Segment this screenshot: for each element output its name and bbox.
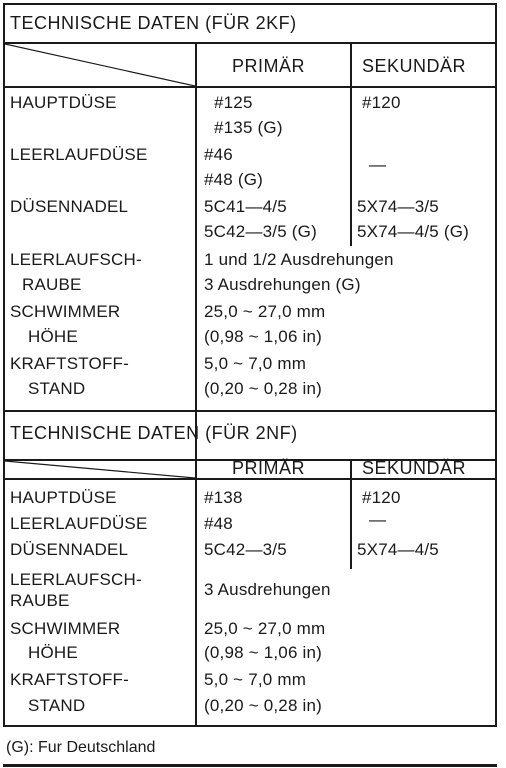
cell-primary-g: #48 (G) — [204, 170, 264, 189]
row-label-schwimmer-2: HÖHE — [28, 643, 78, 662]
row-label-leerlaufschraube-2: RAUBE — [22, 275, 82, 294]
cell-secondary: 5X74—3/5 — [357, 197, 439, 216]
cell-value-2: (0,98 ~ 1,06 in) — [204, 643, 323, 662]
row-label-duesennadel: DÜSENNADEL — [10, 540, 129, 559]
row-label-leerlaufduese: LEERLAUFDÜSE — [10, 514, 148, 533]
footnote: (G): Fur Deutschland — [6, 739, 156, 756]
row-label-kraftstoff: KRAFTSTOFF- — [10, 354, 129, 373]
cell-value: 5,0 ~ 7,0 mm — [204, 670, 307, 689]
cell-primary: 5C42—3/5 — [204, 540, 287, 559]
table-title-2nf: TECHNISCHE DATEN (FÜR 2NF) — [10, 423, 298, 443]
row-label-hauptduese: HAUPTDÜSE — [10, 488, 117, 507]
row-label-kraftstoff: KRAFTSTOFF- — [10, 670, 129, 689]
cell-primary: 5C41—4/5 — [204, 197, 287, 216]
column-header-primary: PRIMÄR — [232, 56, 306, 76]
cell-secondary: 5X74—4/5 — [357, 540, 439, 559]
cell-value-2: (0,20 ~ 0,28 in) — [204, 379, 323, 398]
cell-primary-g: #135 (G) — [214, 118, 283, 137]
cell-primary: #46 — [204, 145, 233, 164]
header-diagonal — [5, 44, 195, 86]
row-label-duesennadel: DÜSENNADEL — [10, 197, 129, 216]
cell-value-g: 3 Ausdrehungen (G) — [204, 275, 361, 294]
cell-secondary: #120 — [362, 488, 401, 507]
cell-value: 25,0 ~ 27,0 mm — [204, 619, 326, 638]
column-header-primary: PRIMÄR — [232, 458, 306, 478]
cell-primary: #48 — [204, 514, 233, 533]
cell-primary: #125 — [214, 93, 253, 112]
cell-secondary-g: 5X74—4/5 (G) — [357, 222, 470, 241]
row-label-kraftstoff-2: STAND — [28, 696, 86, 715]
row-label-leerlaufduese: LEERLAUFDÜSE — [10, 145, 148, 164]
cell-secondary: — — [369, 155, 387, 174]
cell-value: 3 Ausdrehungen — [204, 580, 331, 599]
next-table-edge — [3, 764, 497, 767]
row-label-schwimmer: SCHWIMMER — [10, 302, 121, 321]
cell-primary: #138 — [204, 488, 243, 507]
row-label-leerlaufschraube: LEERLAUFSCH- — [10, 570, 142, 589]
cell-value: 25,0 ~ 27,0 mm — [204, 302, 326, 321]
cell-value-2: (0,98 ~ 1,06 in) — [204, 327, 323, 346]
row-label-hauptduese: HAUPTDÜSE — [10, 93, 117, 112]
row-label-schwimmer-2: HÖHE — [28, 327, 78, 346]
column-header-secondary: SEKUNDÄR — [362, 56, 467, 76]
cell-secondary: — — [369, 510, 387, 529]
cell-value: 5,0 ~ 7,0 mm — [204, 354, 307, 373]
cell-primary-g: 5C42—3/5 (G) — [204, 222, 317, 241]
row-label-leerlaufschraube: LEERLAUFSCH- — [10, 250, 142, 269]
cell-value-2: (0,20 ~ 0,28 in) — [204, 696, 323, 715]
column-header-secondary: SEKUNDÄR — [362, 458, 467, 478]
table-title: TECHNISCHE DATEN (FÜR 2KF) — [10, 13, 297, 33]
row-label-leerlaufschraube-2: RAUBE — [10, 591, 70, 610]
row-label-schwimmer: SCHWIMMER — [10, 619, 121, 638]
header-diagonal — [5, 461, 195, 478]
cell-secondary: #120 — [362, 93, 401, 112]
cell-value: 1 und 1/2 Ausdrehungen — [204, 250, 394, 269]
row-label-kraftstoff-2: STAND — [28, 379, 86, 398]
